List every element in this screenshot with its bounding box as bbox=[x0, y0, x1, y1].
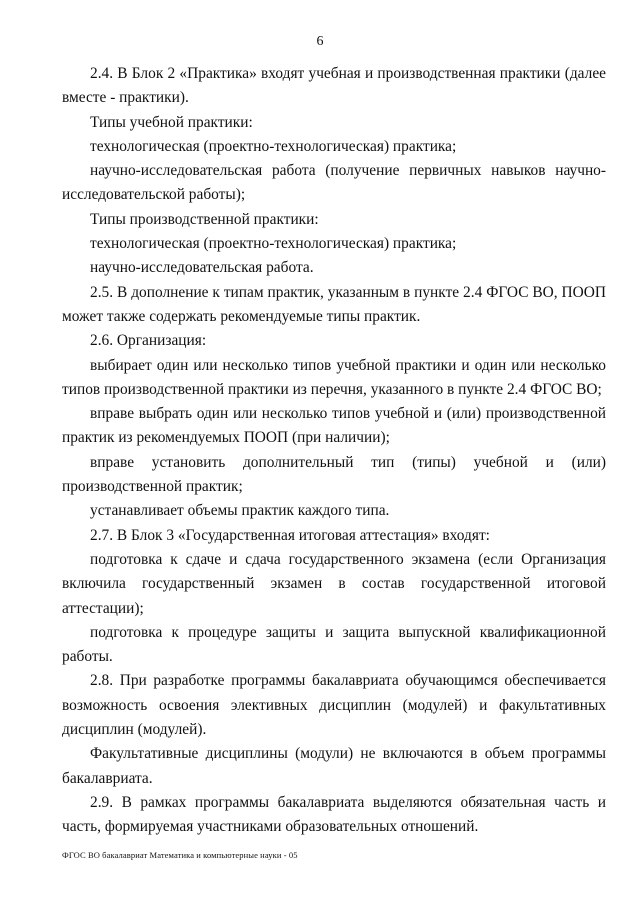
page-number: 6 bbox=[316, 34, 324, 49]
paragraph-training-research-work: научно-исследовательская работа (получение первичных навыков научно-исследовательской работы); bbox=[62, 162, 606, 204]
paragraph-2-9: 2.9. В рамках программы бакалавриата выделяются обязательная часть и часть, формируемая участниками образовательных отношений. bbox=[62, 793, 606, 836]
paragraph-thesis-defense: подготовка к процедуре защиты и защита выпускной квалификационной работы. bbox=[62, 623, 606, 666]
paragraph-optional-disciplines: Факультативные дисциплины (модули) не включаются в объем программы бакалавриата. bbox=[62, 745, 606, 787]
paragraph-2-5: 2.5. В дополнение к типам практик, указанным в пункте 2.4 ФГОС ВО, ПООП может также содержать рекомендуемые типы практик. bbox=[62, 283, 606, 325]
paragraph-org-may-establish: вправе установить дополнительный тип (типы) учебной и (или) производственной практик; bbox=[62, 453, 606, 496]
paragraph-state-exam: подготовка к сдаче и сдача государственного экзамена (если Организация включила государственный экзамен в состав государственной итоговой аттестации); bbox=[62, 550, 606, 617]
paragraph-2-6: 2.6. Организация: bbox=[90, 332, 207, 350]
paragraph-production-practice-types: Типы производственной практики: bbox=[90, 210, 319, 228]
paragraph-org-sets-volumes: устанавливает объемы практик каждого типа. bbox=[90, 502, 390, 520]
paragraph-training-tech-practice: технологическая (проектно-технологическая) практика; bbox=[90, 137, 457, 155]
paragraph-training-practice-types: Типы учебной практики: bbox=[90, 113, 253, 131]
paragraph-org-selects: выбирает один или несколько типов учебной практики и один или несколько типов производственной практики из перечня, указанного в пункте 2.4 ФГОС ВО; bbox=[62, 356, 606, 398]
page-body bbox=[62, 62, 606, 840]
page-footer: ФГОС ВО бакалавриат Математика и компьютерные науки - 05 bbox=[62, 850, 298, 860]
paragraph-production-research-work: научно-исследовательская работа. bbox=[90, 259, 314, 277]
paragraph-org-may-select: вправе выбрать один или несколько типов учебной и (или) производственной практик из рекомендуемых ПООП (при наличии); bbox=[62, 405, 606, 447]
paragraph-production-tech-practice: технологическая (проектно-технологическая) практика; bbox=[90, 235, 457, 253]
paragraph-2-4: 2.4. В Блок 2 «Практика» входят учебная и производственная практики (далее вместе - практики). bbox=[62, 65, 606, 107]
paragraph-2-7: 2.7. В Блок 3 «Государственная итоговая аттестация» входят: bbox=[90, 526, 490, 544]
paragraph-2-8: 2.8. При разработке программы бакалавриата обучающимся обеспечивается возможность освоения элективных дисциплин (модулей) и факультативных дисциплин (модулей). bbox=[62, 672, 606, 739]
